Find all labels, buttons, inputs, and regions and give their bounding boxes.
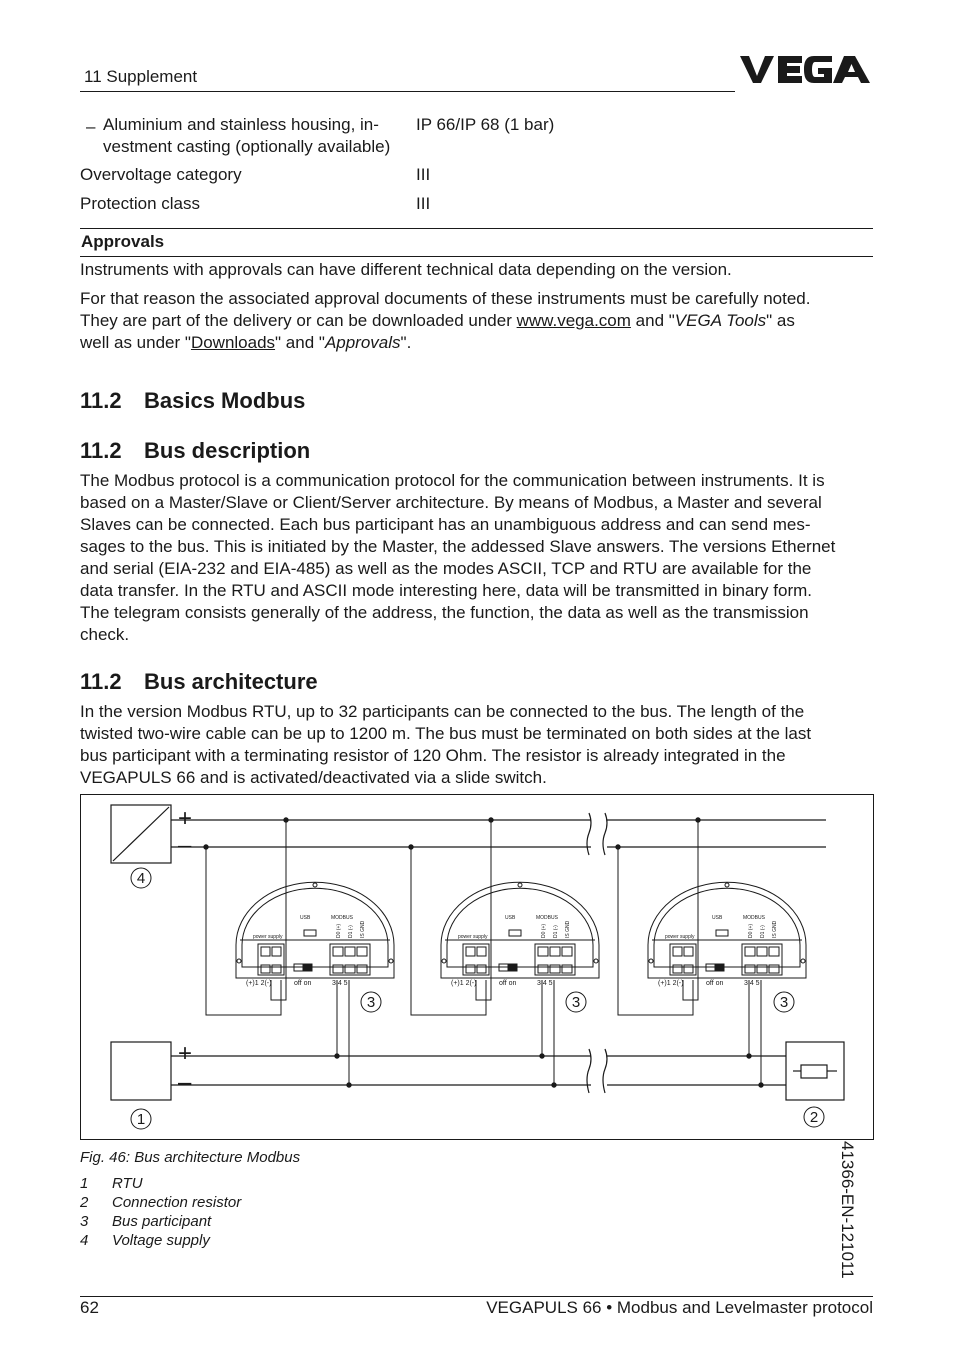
marker-2: 2 [809, 1109, 819, 1126]
pin-label: D1 (-) [553, 925, 559, 938]
paragraph-line: bus participant with a terminating resistor of 120 Ohm. The resistor is already integrated in the [80, 746, 786, 765]
approvals-p2-line1: For that reason the associated approval documents of these instruments must be carefully noted. [80, 289, 811, 308]
legend-item [80, 1174, 241, 1193]
text-run: well as under " [80, 333, 191, 352]
pin-label: IS GND [772, 920, 778, 938]
usb-port [509, 930, 521, 936]
switch-label: off on [499, 980, 517, 987]
header-rule [80, 91, 735, 92]
legend-text: Voltage supply [112, 1232, 210, 1249]
text-run: " as [766, 311, 795, 330]
modbus-label: MODBUS [743, 915, 765, 921]
paragraph-line: In the version Modbus RTU, up to 32 participants can be connected to the bus. The length of the [80, 702, 805, 721]
supply-minus: – [178, 832, 192, 859]
vega-tools-term: VEGA Tools [674, 311, 767, 330]
modbus-terminal-block [742, 944, 782, 975]
junction-dot [409, 845, 413, 849]
usb-port [304, 930, 316, 936]
bus-architecture-figure [80, 794, 874, 1140]
heading-number: 11.2 [80, 388, 122, 413]
modbus-label: MODBUS [331, 915, 353, 921]
rtu-plus: + [178, 1040, 193, 1067]
legend-item [80, 1231, 241, 1250]
pin-label: IS GND [565, 920, 571, 938]
power-supply-label: power supply [253, 934, 283, 940]
figure-caption: Fig. 46: Bus architecture Modbus [80, 1149, 301, 1166]
paragraph-line: The Modbus protocol is a communication protocol for the communication between instruments. It is [80, 471, 825, 490]
usb-label: USB [300, 915, 311, 921]
junction-dot [347, 1083, 351, 1087]
downloads-link[interactable]: Downloads [190, 333, 276, 352]
footer-rule [80, 1296, 873, 1297]
marker-1: 1 [136, 1111, 146, 1128]
pin-label: D1 (-) [348, 925, 354, 938]
pin-label: D0 (+) [336, 923, 342, 938]
rtu-box [111, 1042, 171, 1100]
marker-3: 3 [779, 994, 789, 1011]
terminals-left-label: (+)1 2(-) [658, 980, 684, 987]
junction-dot [204, 845, 208, 849]
spec-value-overvoltage: III [416, 165, 431, 184]
terminals-left-label: (+)1 2(-) [451, 980, 477, 987]
spec-label-housing-line2: vestment casting (optionally available) [103, 137, 391, 156]
junction-dot [759, 1083, 763, 1087]
junction-dot [616, 845, 620, 849]
paragraph-line: sages to the bus. This is initiated by the Master, the addessed Slave answers. The versions Ethernet [80, 537, 836, 556]
page-number: 62 [80, 1298, 99, 1317]
junction-dot [335, 1054, 339, 1058]
approvals-paragraph-1: Instruments with approvals can have different technical data depending on the version. [80, 260, 732, 279]
modbus-label: MODBUS [536, 915, 558, 921]
marker-4: 4 [136, 870, 146, 887]
supply-diagonal [113, 807, 169, 861]
legend-number: 2 [80, 1194, 89, 1211]
approvals-p2-line2 [80, 310, 875, 332]
modbus-terminal-block [330, 944, 370, 975]
running-header: 11 Supplement [84, 67, 198, 86]
pin-label: IS GND [360, 920, 366, 938]
rtu-minus: – [178, 1069, 192, 1096]
marker-3: 3 [366, 994, 376, 1011]
approvals-p2-line3 [80, 332, 875, 354]
junction-dot [696, 818, 700, 822]
paragraph-line: based on a Master/Slave or Client/Server architecture. By means of Modbus, a Master and several [80, 493, 822, 512]
power-supply-label: power supply [458, 934, 488, 940]
vega-logo [740, 52, 875, 86]
usb-port [716, 930, 728, 936]
approvals-heading: Approvals [81, 232, 165, 251]
paragraph-line: Slaves can be connected. Each bus participant has an unambiguous address and can send mes- [80, 515, 811, 534]
vega-website-link[interactable]: www.vega.com [516, 311, 631, 330]
heading-title: Bus architecture [144, 669, 318, 694]
footer-title: VEGAPULS 66 • Modbus and Levelmaster protocol [486, 1298, 873, 1317]
legend-item [80, 1212, 241, 1231]
paragraph-line: The telegram consists generally of the address, the function, the data as well as the transmission [80, 603, 809, 622]
supply-plus: + [178, 805, 193, 832]
heading-title: Basics Modbus [144, 388, 306, 413]
spec-value-protection: III [416, 194, 431, 213]
approvals-rule-top [80, 228, 873, 229]
legend-text: Connection resistor [112, 1194, 242, 1211]
spec-label-protection: Protection class [80, 194, 200, 213]
figure-legend [80, 1174, 241, 1250]
heading-number: 11.2 [80, 669, 122, 694]
switch-label: off on [294, 980, 312, 987]
switch-label: off on [706, 980, 724, 987]
junction-dot [747, 1054, 751, 1058]
legend-text: RTU [112, 1175, 143, 1192]
pin-label: D0 (+) [541, 923, 547, 938]
legend-text: Bus participant [112, 1213, 212, 1230]
junction-dot [284, 818, 288, 822]
junction-dot [540, 1054, 544, 1058]
heading-bus-architecture [80, 669, 318, 695]
bus-diagram [81, 795, 873, 1139]
pin-label: D1 (-) [760, 925, 766, 938]
terminals-right-label: 3 4 5 [744, 980, 760, 987]
power-terminal-block [670, 944, 696, 975]
approvals-paragraph-2 [80, 288, 875, 354]
spec-label-overvoltage: Overvoltage category [80, 165, 242, 184]
approvals-rule-bottom [80, 256, 873, 257]
paragraph-line: data transfer. In the RTU and ASCII mode interesting here, data will be transmitted in binary form. [80, 581, 812, 600]
bus-participant-module [648, 882, 806, 987]
legend-item [80, 1193, 241, 1212]
usb-label: USB [505, 915, 516, 921]
spec-value-housing: IP 66/IP 68 (1 bar) [416, 115, 555, 134]
heading-basics-modbus [80, 388, 305, 414]
paragraph-line: twisted two-wire cable can be up to 1200 m. The bus must be terminated on both sides at the last [80, 724, 812, 743]
bus-participant-module [441, 882, 599, 987]
text-run: and " [630, 311, 675, 330]
terminals-left-label: (+)1 2(-) [246, 980, 272, 987]
power-supply-label: power supply [665, 934, 695, 940]
bus-participant-module [236, 882, 394, 987]
power-wire [618, 847, 693, 1015]
spec-label-housing-line1: Aluminium and stainless housing, in- [103, 115, 379, 134]
heading-bus-description [80, 438, 310, 464]
bus-description-paragraph [80, 470, 875, 646]
power-wire [206, 847, 281, 1015]
text-run: They are part of the delivery or can be downloaded under [80, 311, 517, 330]
document-id: 41366-EN-121011 [838, 1141, 857, 1279]
junction-dot [552, 1083, 556, 1087]
junction-dot [489, 818, 493, 822]
terminals-right-label: 3 4 5 [332, 980, 348, 987]
text-run: ". [400, 333, 412, 352]
usb-label: USB [712, 915, 723, 921]
bus-architecture-paragraph [80, 701, 875, 789]
power-terminal-block [463, 944, 489, 975]
paragraph-line: and serial (EIA-232 and EIA-485) as well as the modes ASCII, TCP and RTU are available for the [80, 559, 812, 578]
legend-number: 1 [80, 1175, 89, 1192]
pin-label: D0 (+) [748, 923, 754, 938]
legend-number: 4 [80, 1232, 89, 1249]
modbus-terminal-block [535, 944, 575, 975]
heading-title: Bus description [144, 438, 311, 463]
terminals-right-label: 3 4 5 [537, 980, 553, 987]
power-terminal-block [258, 944, 284, 975]
list-dash: – [86, 117, 96, 136]
text-run: " and " [275, 333, 325, 352]
marker-3: 3 [571, 994, 581, 1011]
paragraph-line: check. [80, 625, 130, 644]
legend-number: 3 [80, 1213, 89, 1230]
heading-number: 11.2 [80, 438, 122, 463]
power-wire [411, 847, 486, 1015]
approvals-term: Approvals [324, 333, 401, 352]
paragraph-line: VEGAPULS 66 and is activated/deactivated via a slide switch. [80, 768, 547, 787]
